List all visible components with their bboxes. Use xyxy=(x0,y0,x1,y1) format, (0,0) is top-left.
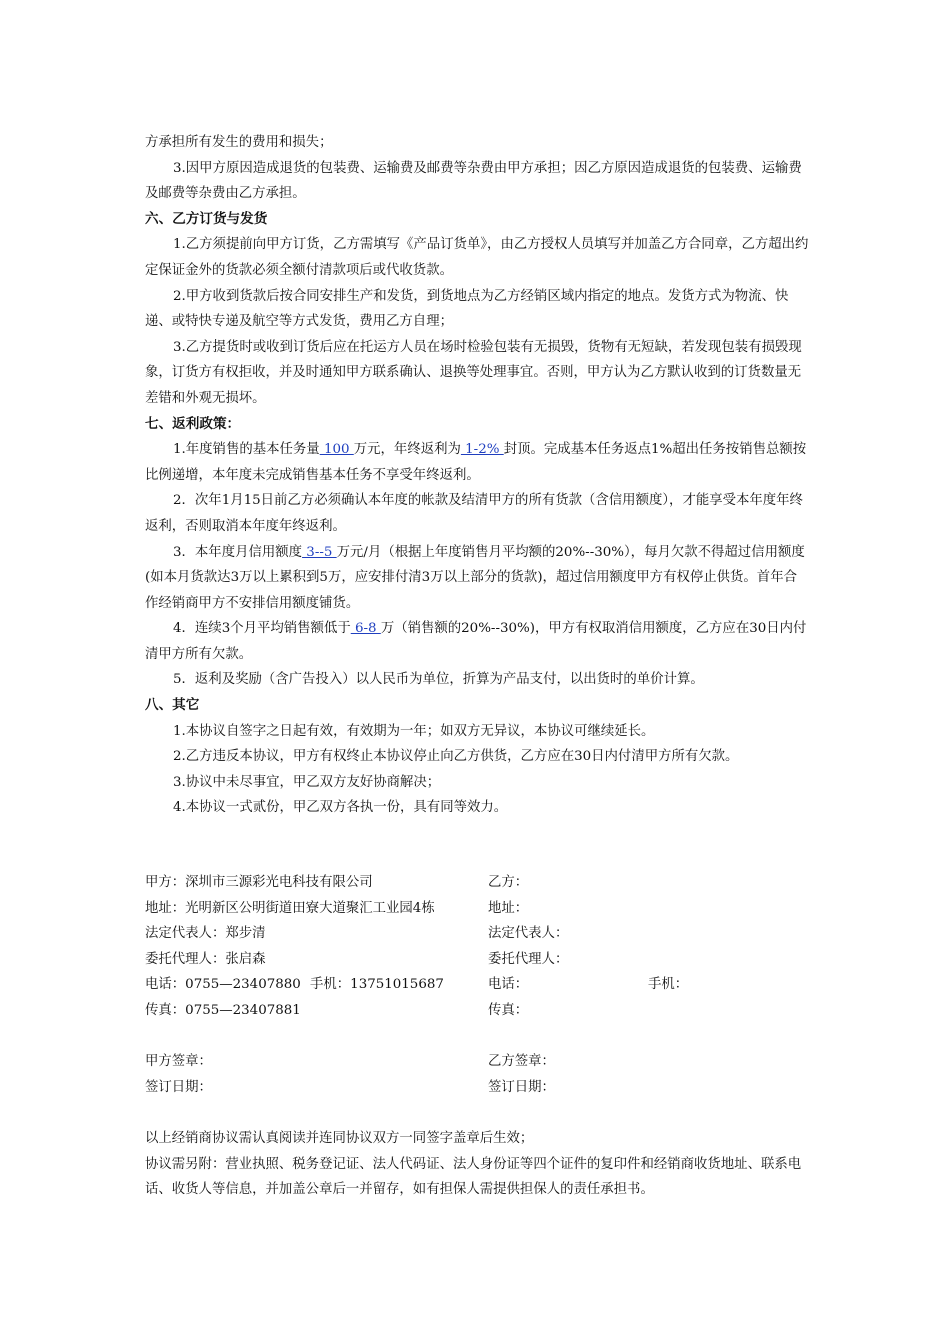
party-b-legal-rep: 法定代表人： xyxy=(488,926,569,941)
clause-7-3 xyxy=(145,540,810,617)
clause-7-2: 2．次年1月15日前乙方必须确认本年度的帐款及结清甲方的所有货款（含信用额度），才能享受本年度年终返利，否则取消本年度年终返利。 xyxy=(145,493,803,534)
party-b-seal: 乙方签章： xyxy=(488,1054,555,1069)
clause-8-4: 4.本协议一式贰份，甲乙双方各执一份，具有同等效力。 xyxy=(173,800,508,816)
party-b-name: 乙方： xyxy=(488,875,529,890)
paragraph-continuation: 方承担所有发生的费用和损失； xyxy=(145,135,333,150)
notes-block xyxy=(145,1126,810,1203)
clause-8-2: 2.乙方违反本协议，甲方有权终止本协议停止向乙方供货，乙方应在30日内付清甲方所有欠款。 xyxy=(173,749,739,765)
clause-7-3-text-a: 3．本年度月信用额度 xyxy=(173,544,303,560)
section-8-heading: 八、其它 xyxy=(145,697,200,714)
party-a-legal-rep: 法定代表人：郑步清 xyxy=(145,926,266,941)
clause-7-1 xyxy=(145,437,810,488)
clause-6-3: 3.乙方提货时或收到订货后应在托运方人员在场时检验包装有无损毁，货物有无短缺，若发现包装有损毁现象，订货方有权拒收，并及时通知甲方联系确认、退换等处理事宜。否则，甲方认为乙方默认收到的订货数量无差错和外观无损坏。 xyxy=(145,339,802,406)
party-a-address: 地址：光明新区公明街道田寮大道聚汇工业园4栋 xyxy=(145,901,435,916)
clause-7-4-text-a: 4．连续3个月平均销售额低于 xyxy=(173,621,351,637)
note-line-2: 协议需另附：营业执照、税务登记证、法人代码证、法人身份证等四个证件的复印件和经销商收货地址、联系电话、收货人等信息，并加盖公章后一并留存，如有担保人需提供担保人的责任承担书。 xyxy=(145,1156,802,1198)
party-a-date: 签订日期： xyxy=(145,1080,212,1095)
party-a-mobile: 手机：13751015687 xyxy=(310,977,444,992)
clause-7-4 xyxy=(145,616,810,667)
party-a-agent: 委托代理人：张启森 xyxy=(145,952,266,967)
party-b-fax: 传真： xyxy=(488,1003,529,1018)
rebate-rate-value: 1-2% xyxy=(460,442,504,458)
party-a-phone: 电话：0755—23407880 xyxy=(145,977,301,992)
min-sales-value: 6-8 xyxy=(350,621,381,637)
clause-7-1-text-a: 1.年度销售的基本任务量 xyxy=(173,442,320,458)
agreement-body xyxy=(145,130,810,821)
clause-8-3: 3.协议中未尽事宜，甲乙双方友好协商解决； xyxy=(173,774,441,790)
credit-limit-value: 3--5 xyxy=(302,544,337,560)
party-b-date: 签订日期： xyxy=(488,1080,555,1095)
clause-6-1: 1.乙方须提前向甲方订货，乙方需填写《产品订货单》，由乙方授权人员填写并加盖乙方合同章，乙方超出约定保证金外的货款必须全额付清款项后或代收货款。 xyxy=(145,237,809,278)
annual-target-value: 100 xyxy=(319,442,354,458)
party-a-seal: 甲方签章： xyxy=(145,1054,212,1069)
clause-5-3: 3.因甲方原因造成退货的包装费、运输费及邮费等杂费由甲方承担；因乙方原因造成退货的包装费、运输费及邮费等杂费由乙方承担。 xyxy=(145,160,802,202)
party-a-fax: 传真：0755—23407881 xyxy=(145,1003,301,1018)
clause-7-5: 5．返利及奖励（含广告投入）以人民币为单位，折算为产品支付，以出货时的单价计算。 xyxy=(173,672,704,688)
party-b-agent: 委托代理人： xyxy=(488,952,569,967)
section-7-heading: 七、返利政策： xyxy=(145,415,241,432)
party-b-address: 地址： xyxy=(488,901,529,916)
clause-7-3-text-b: 万元/月（根据上年度销售月平均额的20%--30%），每月欠款不得超过信用额度(如本月货款达3万以上累积到5万，应安排付清3万以上部分的货款)，超过信用额度甲方有权停止供货。首年合作经销商甲方不安排信用额度铺货。 xyxy=(145,544,805,611)
note-line-1: 以上经销商协议需认真阅读并连同协议双方一同签字盖章后生效； xyxy=(145,1131,534,1146)
party-b-mobile: 手机： xyxy=(648,977,689,992)
clause-8-1: 1.本协议自签字之日起有效，有效期为一年；如双方无异议，本协议可继续延长。 xyxy=(173,723,655,739)
party-b-phone: 电话： xyxy=(488,977,529,992)
section-6-heading: 六、乙方订货与发货 xyxy=(145,210,268,227)
clause-7-1-text-c: 封顶。完成基本任务返点1%超出任务按销售总额按比例递增，本年度未完成销售基本任务不享受年终返利。 xyxy=(145,442,807,483)
clause-7-1-text-b: 万元，年终返利为 xyxy=(353,442,461,458)
clause-6-2: 2.甲方收到货款后按合同安排生产和发货，到货地点为乙方经销区域内指定的地点。发货方式为物流、快递、或特快专递及航空等方式发货，费用乙方自理； xyxy=(145,288,789,330)
party-a-name: 甲方：深圳市三源彩光电科技有限公司 xyxy=(145,875,373,890)
clause-7-4-text-b: 万（销售额的20%--30%)，甲方有权取消信用额度，乙方应在30日内付清甲方所有欠款。 xyxy=(145,621,807,662)
